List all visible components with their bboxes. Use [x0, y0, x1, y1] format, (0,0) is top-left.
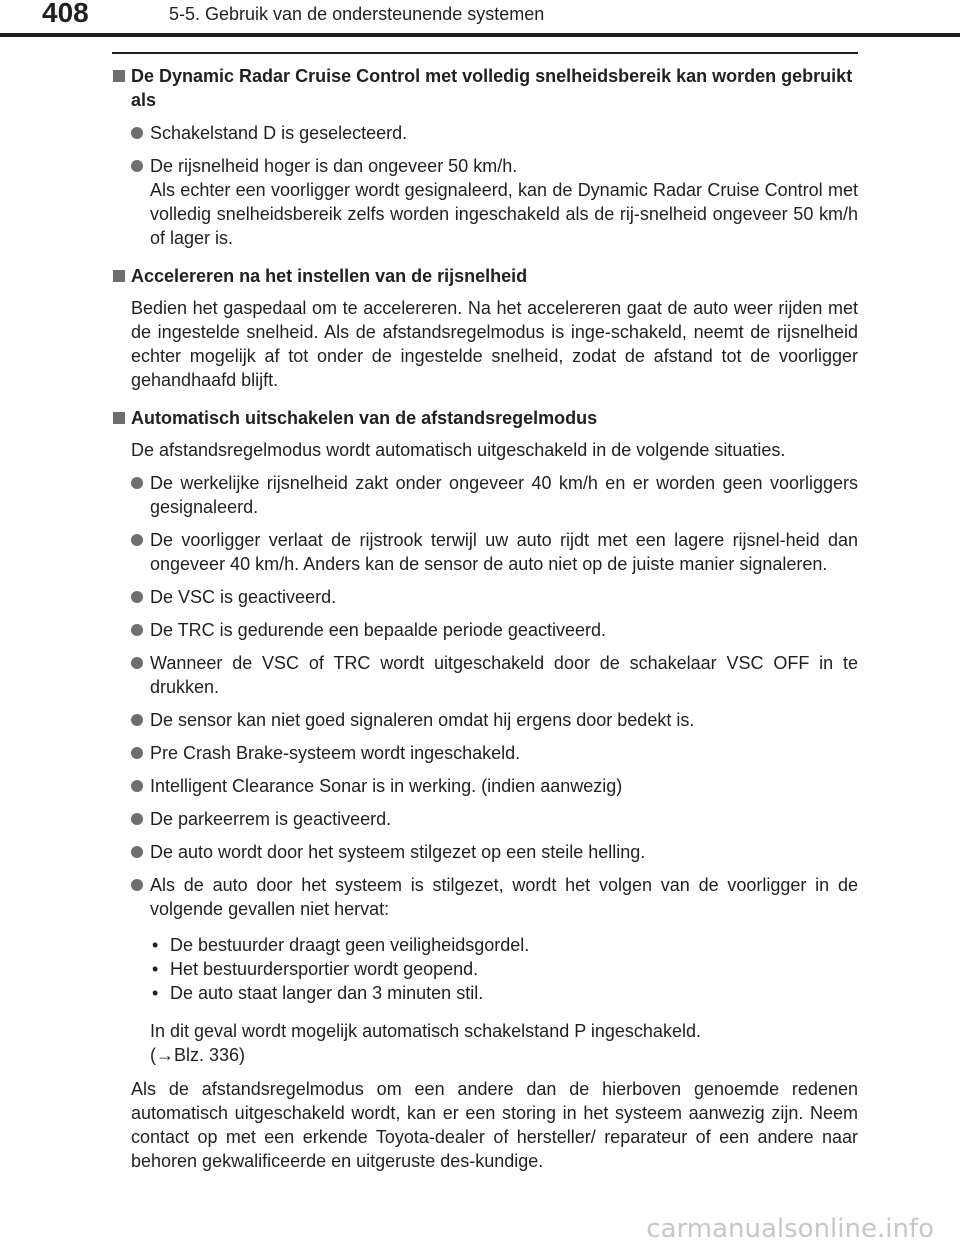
- section-title: 5-5. Gebruik van de ondersteunende systemen: [169, 4, 545, 24]
- sub-list: [112, 933, 858, 1005]
- page-content: [112, 64, 858, 1173]
- circle-bullet-icon: [131, 780, 143, 792]
- list-item: [112, 585, 858, 609]
- list-item-text: De voorligger verlaat de rijstrook terwijl uw auto rijdt met een lagere rijsnel-heid dan ongeveer 40 km/h. Anders kan de sensor de auto niet op de juiste manier signaleren.: [150, 530, 858, 574]
- circle-bullet-icon: [131, 813, 143, 825]
- circle-bullet-icon: [131, 624, 143, 636]
- section-heading-text: De Dynamic Radar Cruise Control met volledig snelheidsbereik kan worden gebruikt als: [131, 66, 853, 110]
- page-header: [0, 0, 960, 34]
- header-rule: [0, 33, 960, 37]
- list-item: [112, 873, 858, 921]
- list-item: [112, 651, 858, 699]
- circle-bullet-icon: [131, 591, 143, 603]
- sub-list-item-text: De bestuurder draagt geen veiligheidsgordel.: [170, 935, 530, 955]
- list-item: [112, 708, 858, 732]
- note-block: [112, 1019, 858, 1067]
- content-top-rule: [112, 52, 858, 54]
- square-bullet-icon: [113, 70, 125, 82]
- circle-bullet-icon: [131, 127, 143, 139]
- list-item: [112, 471, 858, 519]
- list-item-text: De sensor kan niet goed signaleren omdat hij ergens door bedekt is.: [150, 710, 695, 730]
- square-bullet-icon: [113, 412, 125, 424]
- sub-list-item: [150, 933, 858, 957]
- section-heading-text: Automatisch uitschakelen van de afstandsregelmodus: [131, 408, 598, 428]
- circle-bullet-icon: [131, 879, 143, 891]
- closing-paragraph: Als de afstandsregelmodus om een andere dan de hierboven genoemde redenen automatisch uitgeschakeld wordt, kan er een storing in het systeem aanwezig zijn. Neem contact op met een erkende Toyota-dealer of hersteller/ reparateur of een andere naar behoren gekwalificeerde en uitgeruste des-kundige.: [131, 1079, 858, 1171]
- list-item-text: Als de auto door het systeem is stilgezet, wordt het volgen van de voorligger in de volgende gevallen niet hervat:: [150, 875, 858, 919]
- circle-bullet-icon: [131, 846, 143, 858]
- list-item: [112, 154, 858, 250]
- watermark-logo: carmanualsonline.info: [646, 1214, 934, 1244]
- sub-list-item: [150, 957, 858, 981]
- page-number: 408: [42, 0, 89, 28]
- list-item: [112, 774, 858, 798]
- list-item-text: Pre Crash Brake-systeem wordt ingeschakeld.: [150, 743, 521, 763]
- list-item-text: Wanneer de VSC of TRC wordt uitgeschakeld door de schakelaar VSC OFF in te drukken.: [150, 653, 858, 697]
- list-item-text: De auto wordt door het systeem stilgezet op een steile helling.: [150, 842, 646, 862]
- sub-list-item: [150, 981, 858, 1005]
- list-item-text: De werkelijke rijsnelheid zakt onder ongeveer 40 km/h en er worden geen voorliggers gesignaleerd.: [150, 473, 858, 517]
- list-item: [112, 807, 858, 831]
- list-item: [112, 840, 858, 864]
- section-heading: [112, 64, 858, 112]
- list-item-text: De parkeerrem is geactiveerd.: [150, 809, 392, 829]
- note-text: In dit geval wordt mogelijk automatisch schakelstand P ingeschakeld.: [150, 1021, 701, 1041]
- circle-bullet-icon: [131, 477, 143, 489]
- sub-list-item-text: Het bestuurdersportier wordt geopend.: [170, 959, 479, 979]
- page-reference-link[interactable]: (→Blz. 336): [150, 1045, 246, 1065]
- square-bullet-icon: [113, 270, 125, 282]
- paragraph: De afstandsregelmodus wordt automatisch uitgeschakeld in de volgende situaties.: [131, 440, 786, 460]
- list-item-text: Schakelstand D is geselecteerd.: [150, 123, 408, 143]
- list-item-text: De VSC is geactiveerd.: [150, 587, 337, 607]
- list-item-text: Als echter een voorligger wordt gesignaleerd, kan de Dynamic Radar Cruise Control met volledig snelheidsbereik zelfs worden ingeschakeld als de rij-snelheid ongeveer 50 km/h of lager is.: [150, 180, 858, 248]
- circle-bullet-icon: [131, 714, 143, 726]
- list-item-text: De rijsnelheid hoger is dan ongeveer 50 km/h.: [150, 156, 518, 176]
- section-heading-text: Accelereren na het instellen van de rijsnelheid: [131, 266, 528, 286]
- list-item: [112, 618, 858, 642]
- list-item: [112, 121, 858, 145]
- circle-bullet-icon: [131, 160, 143, 172]
- section-heading: [112, 406, 858, 430]
- dot-bullet-icon: •: [152, 935, 159, 955]
- circle-bullet-icon: [131, 747, 143, 759]
- list-item: [112, 528, 858, 576]
- list-item-text: Intelligent Clearance Sonar is in werking. (indien aanwezig): [150, 776, 623, 796]
- paragraph: Bedien het gaspedaal om te accelereren. Na het accelereren gaat de auto weer rijden met de ingestelde snelheid. Als de afstandsregelmodus is inge-schakeld, neemt de rijsnelheid echter mogelijk af tot onder de ingestelde snelheid, zodat de afstand tot de voorligger gehandhaafd blijft.: [131, 298, 858, 390]
- circle-bullet-icon: [131, 534, 143, 546]
- circle-bullet-icon: [131, 657, 143, 669]
- section-heading: [112, 264, 858, 288]
- dot-bullet-icon: •: [152, 983, 159, 1003]
- sub-list-item-text: De auto staat langer dan 3 minuten stil.: [170, 983, 484, 1003]
- list-item: [112, 741, 858, 765]
- list-item-text: De TRC is gedurende een bepaalde periode geactiveerd.: [150, 620, 606, 640]
- dot-bullet-icon: •: [152, 959, 159, 979]
